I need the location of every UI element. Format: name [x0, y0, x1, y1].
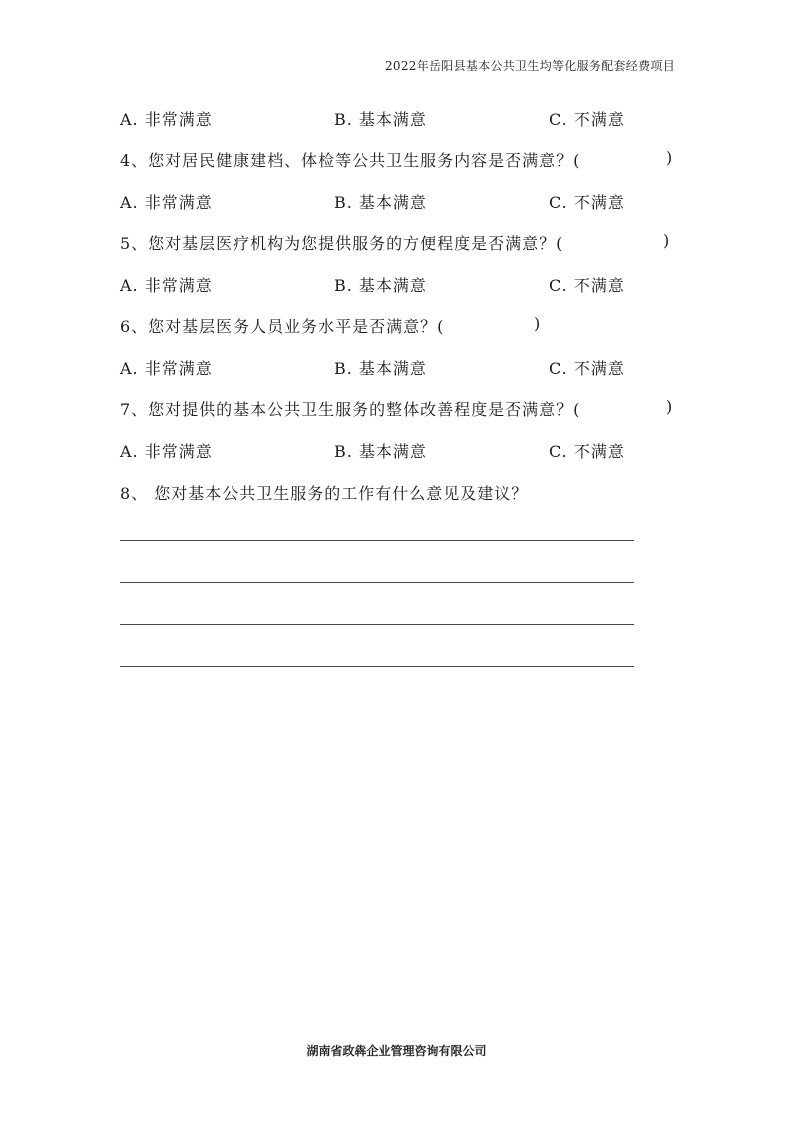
answer-line[interactable]	[120, 582, 634, 583]
option-c: C. 不满意	[549, 276, 625, 295]
question-5: 5、您对基层医疗机构为您提供服务的方便程度是否满意？(	[120, 234, 564, 253]
question-7-close-paren: )	[666, 397, 673, 416]
option-b: B. 基本满意	[334, 110, 427, 129]
option-c: C. 不满意	[549, 359, 625, 378]
page-header: 2022年岳阳县基本公共卫生均等化服务配套经费项目	[384, 59, 675, 73]
option-b: B. 基本满意	[334, 442, 427, 461]
answer-line[interactable]	[120, 540, 634, 541]
question-4: 4、您对居民健康建档、体检等公共卫生服务内容是否满意？(	[120, 151, 581, 170]
question-6: 6、您对基层医务人员业务水平是否满意？(	[120, 317, 445, 336]
option-b: B. 基本满意	[334, 359, 427, 378]
option-b: B. 基本满意	[334, 193, 427, 212]
option-c: C. 不满意	[549, 193, 625, 212]
option-a: A. 非常满意	[120, 442, 213, 461]
question-7: 7、您对提供的基本公共卫生服务的整体改善程度是否满意？(	[120, 400, 581, 419]
option-c: C. 不满意	[549, 110, 625, 129]
option-a: A. 非常满意	[120, 193, 213, 212]
question-8: 8、 您对基本公共卫生服务的工作有什么意见及建议？	[120, 484, 529, 503]
question-4-close-paren: )	[666, 148, 673, 167]
option-a: A. 非常满意	[120, 276, 213, 295]
option-b: B. 基本满意	[334, 276, 427, 295]
question-6-close-paren: )	[534, 314, 541, 333]
answer-line[interactable]	[120, 624, 634, 625]
option-a: A. 非常满意	[120, 359, 213, 378]
option-c: C. 不满意	[549, 442, 625, 461]
option-a: A. 非常满意	[120, 110, 213, 129]
answer-line[interactable]	[120, 666, 634, 667]
question-5-close-paren: )	[663, 231, 670, 250]
page-footer: 湖南省政犇企业管理咨询有限公司	[306, 1044, 487, 1058]
